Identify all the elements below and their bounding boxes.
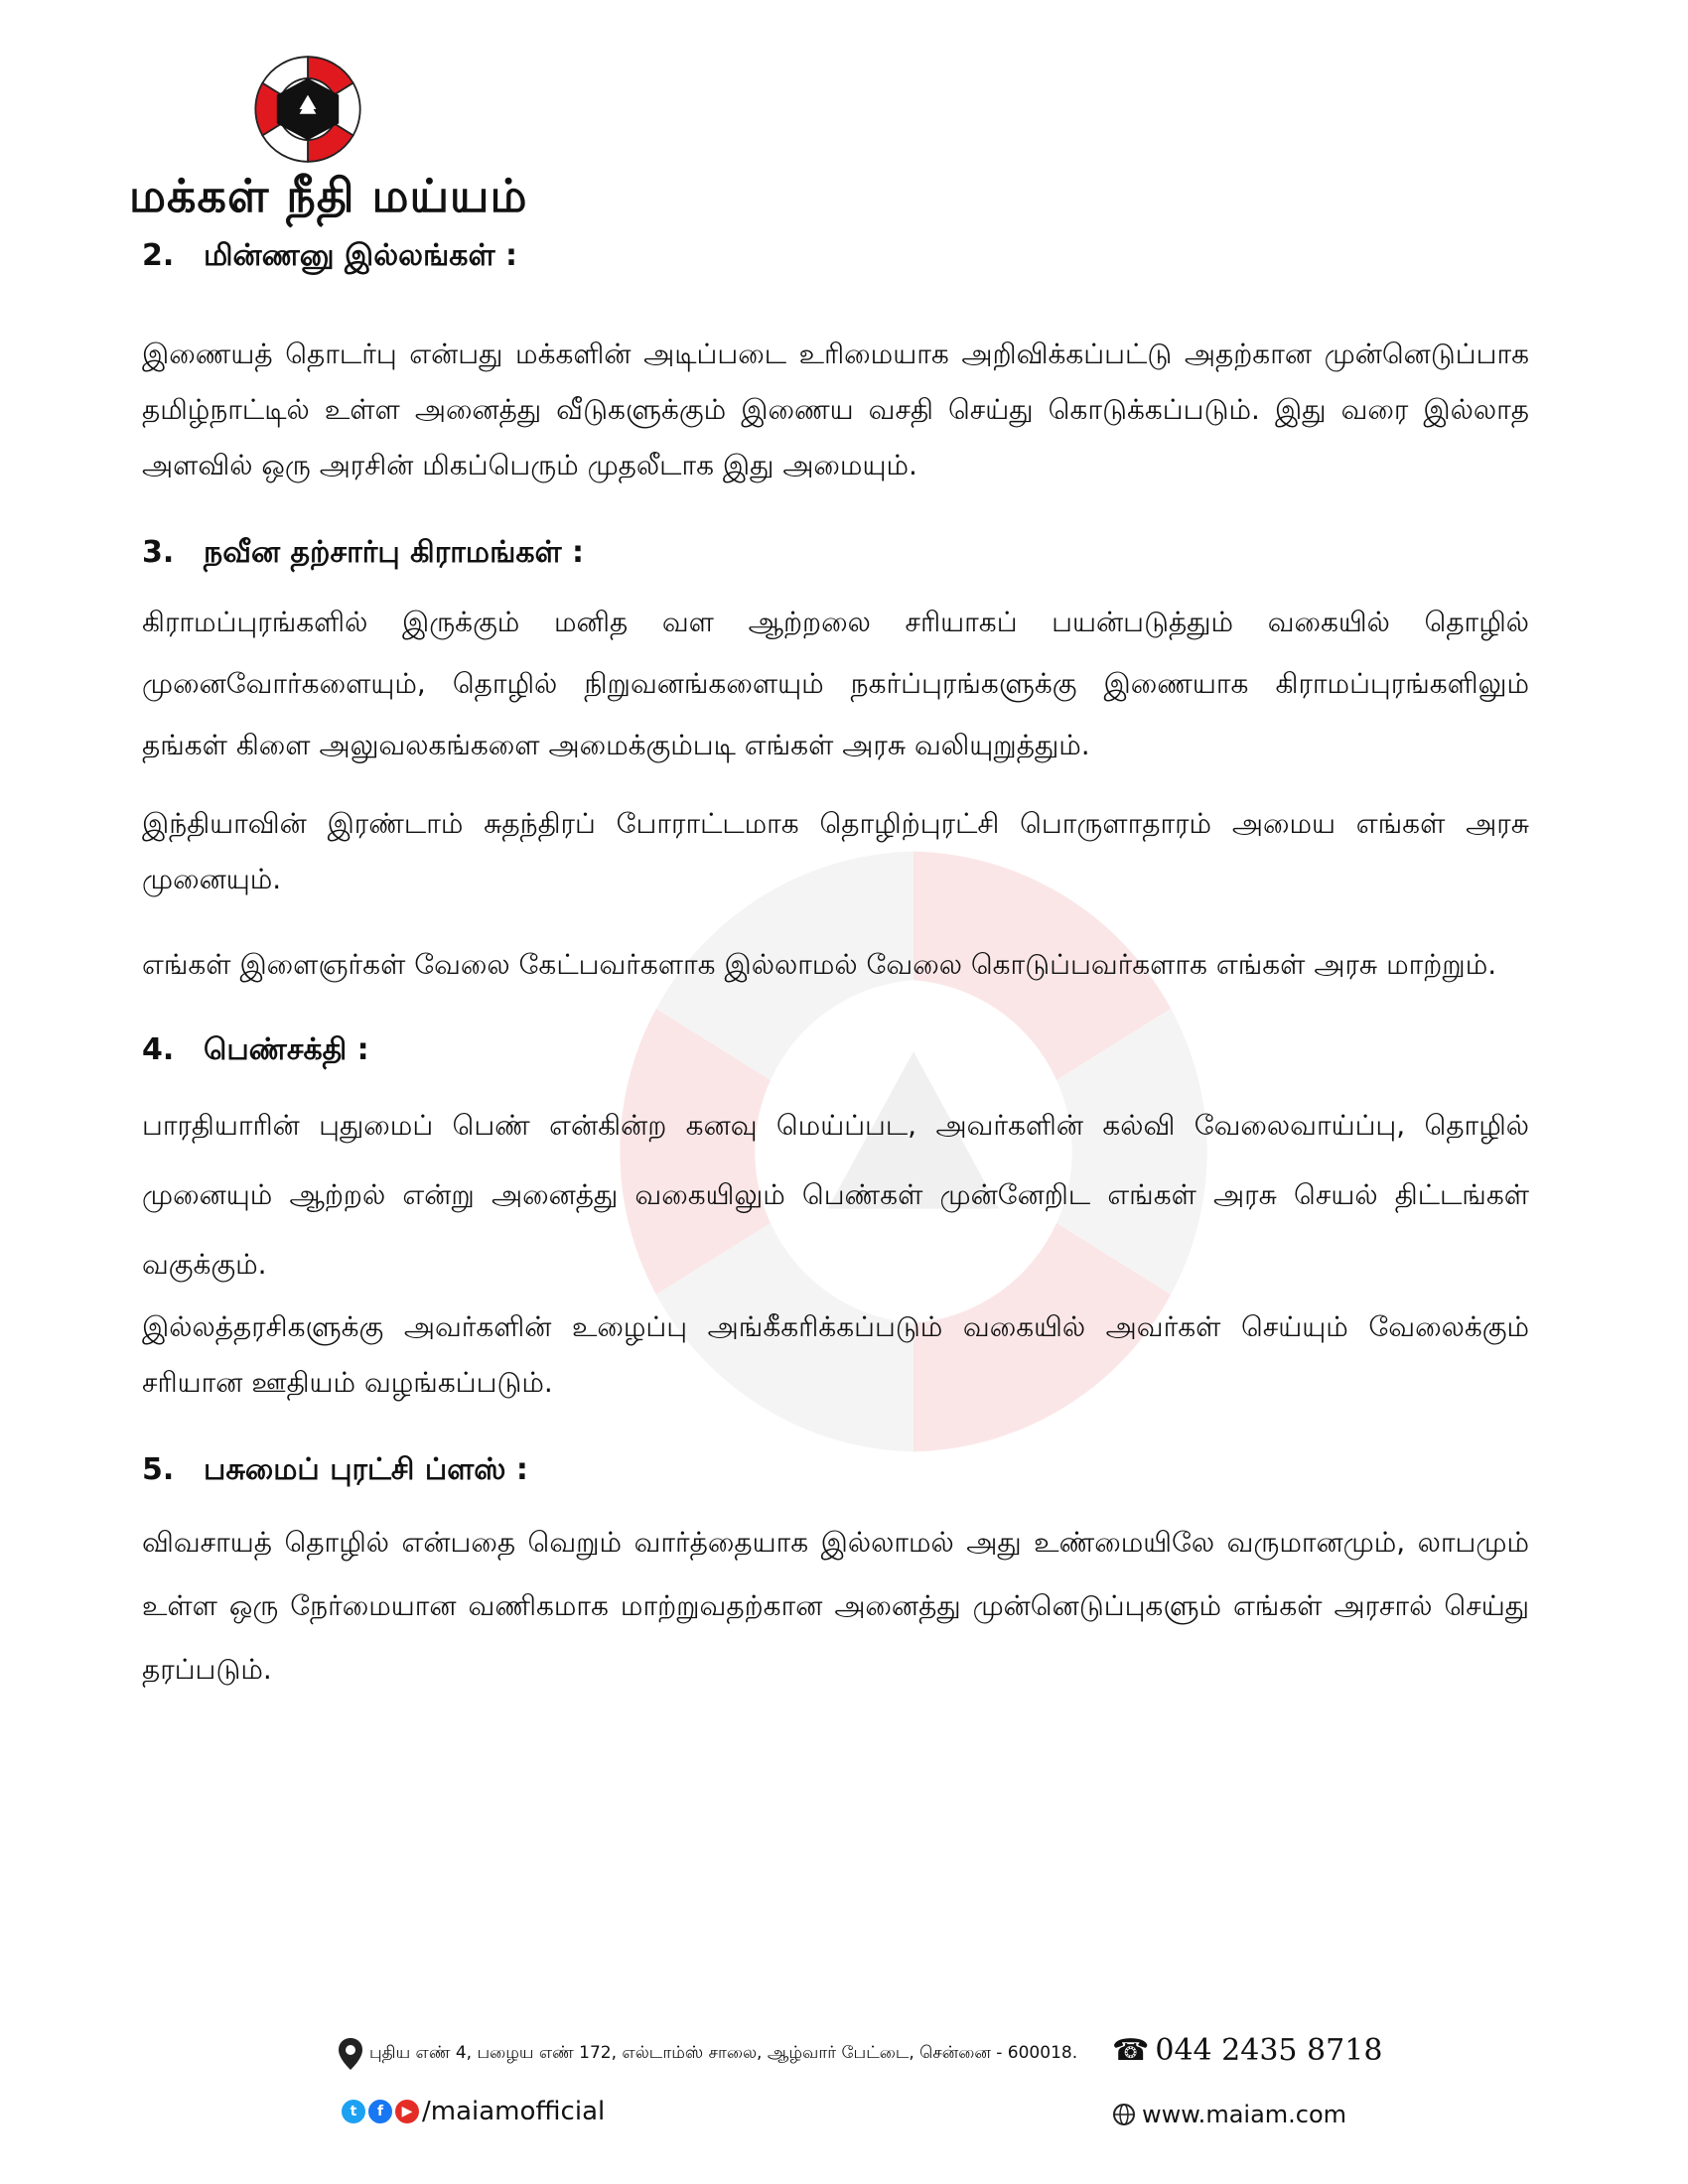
document-body bbox=[142, 238, 1529, 1702]
section-title: பசுமைப் புரட்சி ப்ளஸ் : bbox=[204, 1452, 528, 1487]
section-heading bbox=[142, 1452, 1529, 1491]
section-2 bbox=[142, 238, 1529, 493]
paragraph: கிராமப்புரங்களில் இருக்கும் மனித வள ஆற்றலை சரியாகப் பயன்படுத்தும் வகையில் தொழில் முனைவோர்களையும், தொழில் நிறுவனங்களையும் நகர்ப்புரங்களுக்கு இணையாக கிராமப்புரங்களிலும் தங்கள் கிளை அலுவலகங்களை அமைக்கும்படி எங்கள் அரசு வலியுறுத்தும். bbox=[142, 606, 1529, 761]
paragraph: பாரதியாரின் புதுமைப் பெண் என்கின்ற கனவு மெய்ப்பட, அவர்களின் கல்வி வேலைவாய்ப்பு, தொழில் முனையும் ஆற்றல் என்று அனைத்து வகையிலும் பெண்கள் முன்னேறிட எங்கள் அரசு செயல் திட்டங்கள் வகுக்கும். bbox=[142, 1109, 1529, 1281]
paragraph: எங்கள் இளைஞர்கள் வேலை கேட்பவர்களாக இல்லாமல் வேலை கொடுப்பவர்களாக எங்கள் அரசு மாற்றும். bbox=[142, 948, 1497, 981]
section-heading bbox=[142, 238, 1529, 277]
section-title: மின்ணனு இல்லங்கள் : bbox=[204, 238, 518, 273]
address-text: புதிய எண் 4, பழைய எண் 172, எல்டாம்ஸ் சாலை, ஆழ்வார் பேட்டை, சென்னை - 600018. bbox=[369, 2043, 1078, 2063]
footer-address bbox=[338, 2037, 1077, 2071]
section-heading bbox=[142, 535, 1529, 574]
section-title: பெண்சக்தி : bbox=[204, 1032, 369, 1067]
phone-icon: ☎ bbox=[1112, 2033, 1150, 2068]
section-number: 4. bbox=[142, 1032, 175, 1067]
facebook-icon[interactable]: f bbox=[368, 2100, 392, 2123]
party-name: மக்கள் நீதி மய்யம் bbox=[129, 169, 528, 222]
footer-website bbox=[1112, 2101, 1346, 2128]
section-4 bbox=[142, 1032, 1529, 1411]
youtube-icon[interactable]: ▶ bbox=[395, 2100, 419, 2123]
paragraph: இந்தியாவின் இரண்டாம் சுதந்திரப் போராட்டமாக தொழிற்புரட்சி பொருளாதாரம் அமைய எங்கள் அரசு முனையும். bbox=[142, 807, 1529, 895]
paragraph: இணையத் தொடர்பு என்பது மக்களின் அடிப்படை உரிமையாக அறிவிக்கப்பட்டு அதற்கான முன்னெடுப்பாக தமிழ்நாட்டில் உள்ள அனைத்து வீடுகளுக்கும் இணைய வசதி செய்து கொடுக்கப்படும். இது வரை இல்லாத அளவில் ஒரு அரசின் மிகப்பெரும் முதலீடாக இது அமையும். bbox=[142, 338, 1529, 481]
header-logo bbox=[129, 50, 526, 238]
section-number: 3. bbox=[142, 535, 175, 570]
paragraph: விவசாயத் தொழில் என்பதை வெறும் வார்த்தையாக இல்லாமல் அது உண்மையிலே வருமானமும், லாபமும் உள்ள ஒரு நேர்மையான வணிகமாக மாற்றுவதற்கான அனைத்து முன்னெடுப்புகளும் எங்கள் அரசால் செய்து தரப்படும். bbox=[142, 1526, 1529, 1686]
footer-social bbox=[342, 2097, 605, 2126]
section-3 bbox=[142, 535, 1529, 993]
phone-number: 044 2435 8718 bbox=[1155, 2033, 1383, 2068]
section-5 bbox=[142, 1452, 1529, 1702]
section-heading bbox=[142, 1032, 1529, 1071]
footer bbox=[328, 2025, 1383, 2144]
footer-phone bbox=[1112, 2033, 1382, 2068]
globe-icon bbox=[1112, 2103, 1136, 2126]
twitter-icon[interactable]: t bbox=[342, 2100, 365, 2123]
section-title: நவீன தற்சார்பு கிராமங்கள் : bbox=[204, 535, 585, 570]
social-handle[interactable]: /maiamofficial bbox=[422, 2097, 606, 2126]
paragraph: இல்லத்தரசிகளுக்கு அவர்களின் உழைப்பு அங்கீகரிக்கப்படும் வகையில் அவர்கள் செய்யும் வேலைக்கும் சரியான ஊதியம் வழங்கப்படும். bbox=[142, 1310, 1529, 1399]
website-link[interactable]: www.maiam.com bbox=[1142, 2101, 1347, 2128]
maiam-logo-icon bbox=[248, 50, 367, 169]
section-number: 2. bbox=[142, 238, 175, 273]
section-number: 5. bbox=[142, 1452, 175, 1487]
location-pin-icon bbox=[338, 2037, 363, 2071]
